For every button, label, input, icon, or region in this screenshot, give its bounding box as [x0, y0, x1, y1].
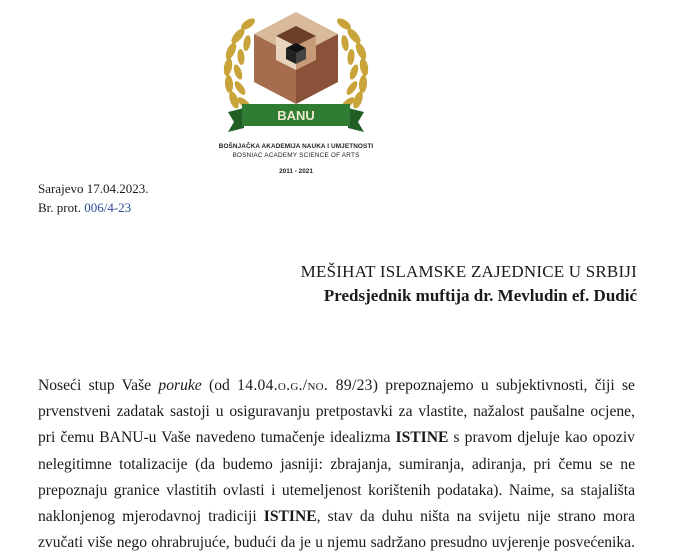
logo-banner-text: BANU [277, 108, 315, 123]
body-line-2: prvenstveni zadatak sastoji u osiguravanju pretpostavki za vlastite, nažalost paušalne ocjene, [38, 403, 635, 421]
reference-date: 14.04.o.g./no. 89/23 [237, 377, 373, 394]
emphasis-word: poruke [158, 377, 202, 394]
letter-body [38, 373, 635, 556]
body-line-7: zvučati više nego ohrabrujuće, budući da je u njemu sadržano presudno uvjerenje posvećenika. [38, 534, 635, 552]
laurel-right-icon [335, 16, 369, 111]
cube-icon [254, 12, 338, 104]
protocol-label: Br. prot. [38, 200, 81, 215]
body-line-4: nelegitimne totalizacije (da budemo jasniji: zbrajanja, sumiranja, adiranja, pri čemu se ne [38, 455, 635, 473]
addressee-name: Predsjednik muftija dr. Mevludin ef. Dudić [323, 286, 637, 305]
banu-logo [216, 0, 376, 182]
logo-name-local: BOŠNJAČKA AKADEMIJA NAUKA I UMJETNOSTI [218, 143, 374, 150]
laurel-left-icon [222, 16, 256, 111]
protocol-number [38, 200, 131, 216]
bold-word: ISTINE [263, 508, 317, 526]
protocol-value: 006/4-23 [84, 200, 132, 215]
bold-word: ISTINE [395, 429, 449, 447]
letter-date: Sarajevo 17.04.2023. [38, 181, 149, 196]
logo-years: 2011 - 2021 [279, 168, 313, 175]
body-line-3: pri čemu BANU-u Vaše navedeno tumačenje idealizma ISTINE s pravom djeluje kao opoziv [38, 429, 635, 447]
logo-name-english: BOSNIAC ACADEMY SCIENCE OF ARTS [232, 152, 360, 159]
body-line-5: prepoznaju granice vlastitih ovlasti i utemeljenost korištenih podataka). Naime, sa stajališta [38, 481, 635, 499]
addressee-title: MEŠIHAT ISLAMSKE ZAJEDNICE U SRBIJI [300, 262, 637, 281]
body-line-6: naklonjenog mjerodavnoj tradiciji ISTINE, stav da duhu ništa na svijetu nije strano mora [38, 508, 635, 526]
body-line-1: Noseći stup Vaše poruke (od 14.04.o.g./no. 89/23) prepoznajemo u subjektivnosti, čiji se [38, 377, 635, 394]
